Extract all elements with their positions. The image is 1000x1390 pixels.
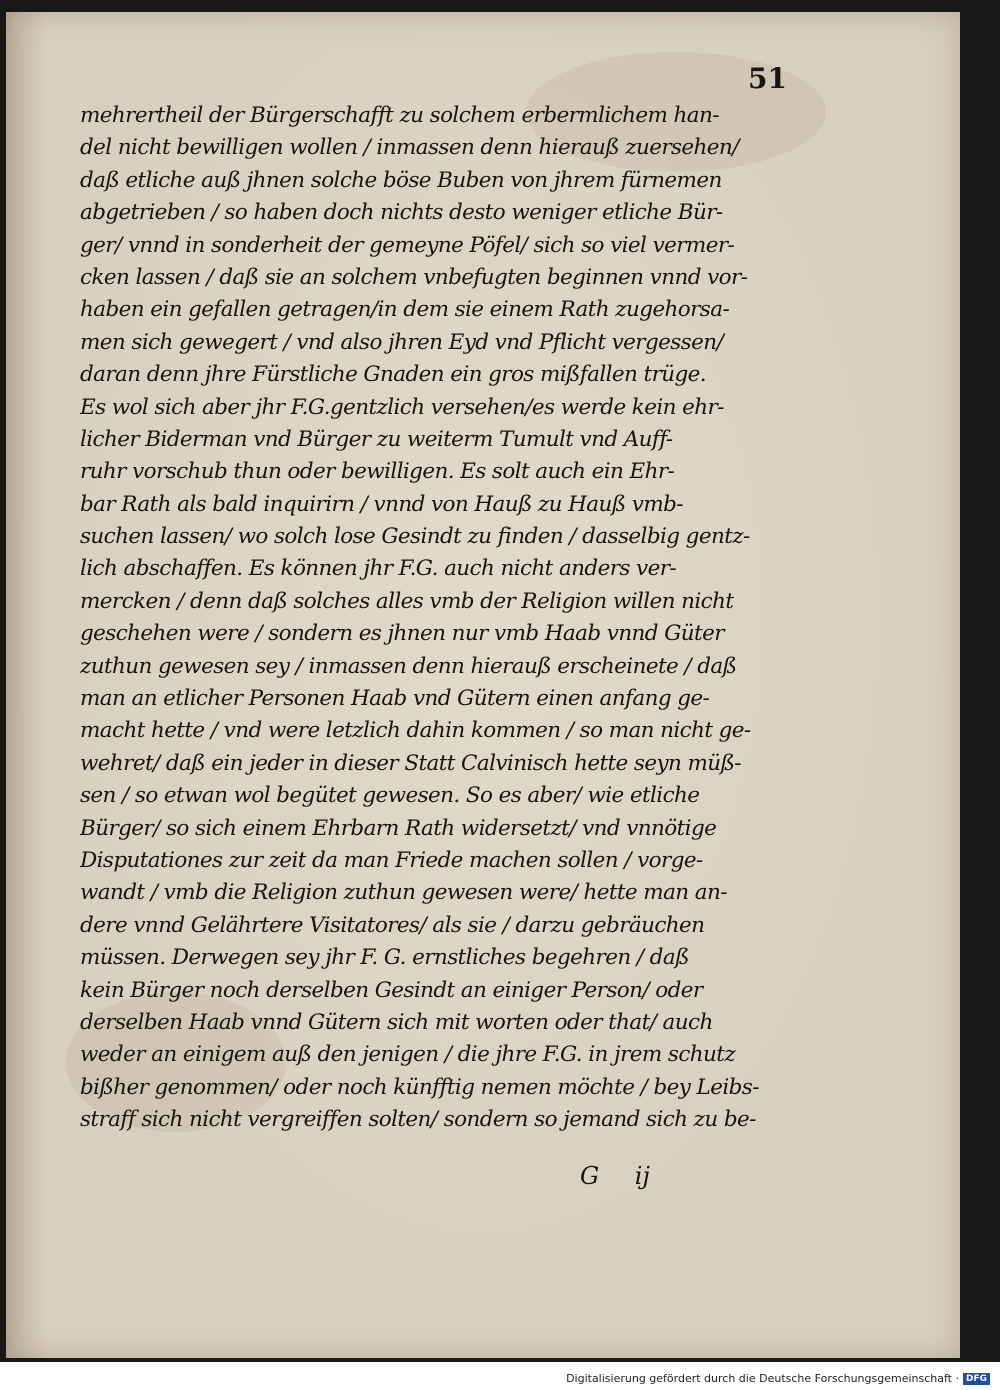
text-line: macht hette / vnd were letzlich dahin kommen / so man nicht ge- [80, 718, 751, 744]
credit-text: Digitalisierung gefördert durch die Deutsche Forschungsgemeinschaft · [566, 1372, 959, 1385]
footer-credit [566, 1372, 990, 1385]
text-line: ruhr vorschub thun oder bewilligen. Es solt auch ein Ehr- [80, 459, 675, 485]
signature-mark: G ij [580, 1162, 650, 1190]
text-line: lich abschaffen. Es können jhr F.G. auch nicht anders ver- [80, 556, 677, 582]
text-line: wandt / vmb die Religion zuthun gewesen were/ hette man an- [80, 880, 727, 906]
text-line: sen / so etwan wol begütet gewesen. So es aber/ wie etliche [80, 783, 700, 809]
text-line: müssen. Derwegen sey jhr F. G. ernstliches begehren / daß [80, 945, 689, 971]
text-line: man an etlicher Personen Haab vnd Gütern einen anfang ge- [80, 686, 710, 712]
text-line: zuthun gewesen sey / inmassen denn hierauß erscheinete / daß [80, 653, 737, 679]
text-line: kein Bürger noch derselben Gesindt an einiger Person/ oder [80, 977, 703, 1003]
text-line: bißher genommen/ oder noch künfftig nemen möchte / bey Leibs- [80, 1074, 759, 1100]
text-line: wehret/ daß ein jeder in dieser Statt Calvinisch hette seyn müß- [80, 750, 741, 776]
text-line: bar Rath als bald inquirirn / vnnd von Hauß zu Hauß vmb- [80, 491, 683, 517]
text-line: weder an einigem auß den jenigen / die jhre F.G. in jrem schutz [80, 1042, 736, 1068]
text-line: straff sich nicht vergreiffen solten/ sondern so jemand sich zu be- [80, 1107, 756, 1133]
text-line: mercken / denn daß solches alles vmb der Religion willen nicht [80, 588, 734, 614]
text-line: del nicht bewilligen wollen / inmassen denn hierauß zuersehen/ [80, 135, 739, 161]
text-line: Disputationes zur zeit da man Friede machen sollen / vorge- [80, 847, 703, 873]
text-line: Bürger/ so sich einem Ehrbarn Rath widersetzt/ vnd vnnötige [80, 815, 717, 841]
text-line: derselben Haab vnnd Gütern sich mit worten oder that/ auch [80, 1009, 713, 1035]
text-line: licher Biderman vnd Bürger zu weiterm Tumult vnd Auff- [80, 426, 673, 452]
text-line: dere vnnd Gelährtere Visitatores/ als sie / darzu gebräuchen [80, 912, 705, 938]
text-line: haben ein gefallen getragen/in dem sie einem Rath zugehorsa- [80, 297, 730, 323]
dfg-logo[interactable]: DFG [963, 1373, 990, 1385]
text-line: men sich gewegert / vnd also jhren Eyd vnd Pflicht vergessen/ [80, 329, 724, 355]
text-line: suchen lassen/ wo solch lose Gesindt zu finden / dasselbig gentz- [80, 524, 750, 550]
text-line: geschehen were / sondern es jhnen nur vmb Haab vnnd Güter [80, 621, 724, 647]
page-number: 51 [748, 62, 787, 95]
text-line: ger/ vnnd in sonderheit der gemeyne Pöfel/ sich so viel vermer- [80, 232, 735, 258]
text-line: cken lassen / daß sie an solchem vnbefugten beginnen vnnd vor- [80, 264, 748, 290]
text-line: Es wol sich aber jhr F.G.gentzlich versehen/es werde kein ehr- [80, 394, 724, 420]
text-line: abgetrieben / so haben doch nichts desto weniger etliche Bür- [80, 200, 723, 226]
text-line: daran denn jhre Fürstliche Gnaden ein gros mißfallen trüge. [80, 362, 707, 388]
body-text [80, 100, 792, 1137]
text-line: mehrertheil der Bürgerschafft zu solchem erbermlichem han- [80, 103, 719, 128]
text-line: daß etliche auß jhnen solche böse Buben von jhrem fürnemen [80, 167, 722, 193]
